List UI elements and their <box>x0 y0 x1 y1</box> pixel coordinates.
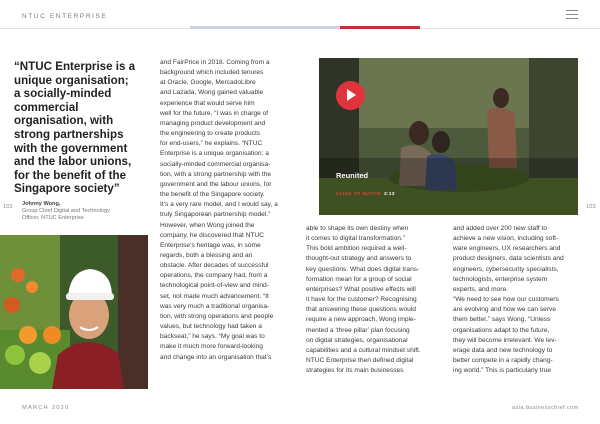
text-line: Enterprise is a unique organisation; a <box>160 150 269 158</box>
article-column-2 <box>306 224 421 376</box>
text-line: backseat,” he says. “My goal was to <box>160 333 265 341</box>
text-line: engineers, cybersecurity specialists, <box>453 265 559 273</box>
text-line: and FairPrice in 2018. Coming from a <box>160 59 270 66</box>
watch-link[interactable] <box>336 191 395 196</box>
text-line: at Oracle, Google, MercadoLibre <box>160 79 256 87</box>
text-line: ware engineers, UX researchers and <box>453 245 561 253</box>
pull-quote-line: for the benefit of the <box>14 168 127 182</box>
text-line: capabilities and a cultural mindset shift. <box>306 346 421 354</box>
text-line: well for the future. “I was in charge of <box>160 109 269 117</box>
pull-quote <box>14 60 146 196</box>
text-line: socially-minded commercial organisa- <box>160 160 271 168</box>
text-line: and Lazada, Wong gained valuable <box>160 89 264 97</box>
pull-quote-line: Singapore society” <box>14 182 120 196</box>
pull-quote-line: with the government <box>14 141 128 155</box>
text-line: the benefit of the Singapore society. <box>160 191 265 199</box>
text-line: for end-users,” he explains. “NTUC <box>160 140 263 148</box>
text-line: mented a ‘three pillar’ plan focusing <box>306 326 410 334</box>
text-line: ing world.” This is particularly true <box>453 367 552 375</box>
text-line: tion, with a strong partnership with the <box>160 170 272 178</box>
text-line: require a new approach, Wong imple- <box>306 316 416 324</box>
text-line: it comes to digital transformation.” <box>306 235 405 243</box>
page-number-left: 102 <box>3 204 13 210</box>
pull-quote-line: commercial <box>14 100 79 114</box>
text-line: thought-out strategy and answers to <box>306 255 412 263</box>
text-line: strategies for its main businesses <box>306 367 404 375</box>
text-line: Enterprise’s heritage was, in some <box>160 241 261 249</box>
text-line: technologists, enterprise system <box>453 275 548 283</box>
text-line: experience that would serve him <box>160 99 255 107</box>
article-column-1 <box>160 58 278 363</box>
text-line: that answering these questions would <box>306 306 416 314</box>
text-line: This bold ambition required a well- <box>306 245 407 253</box>
text-line: It’s a very rare model, and I would say, a <box>160 201 278 209</box>
text-line: values, but technology had taken a <box>160 323 262 331</box>
article-column-3 <box>453 224 564 376</box>
text-line: they will become irrelevant. We lev- <box>453 336 557 344</box>
text-line: product designers, data scientists and <box>453 255 564 263</box>
text-line: organisations adapt to the future, <box>453 326 550 334</box>
text-line: achieve a new vision, including soft- <box>453 235 559 243</box>
text-line: company, he discovered that NTUC <box>160 231 264 239</box>
text-line: and change into an organisation that’s <box>160 353 272 361</box>
pull-quote-line: unique organisation; <box>14 73 129 87</box>
text-line: obstacle. After decades of successful <box>160 262 269 270</box>
header-accent-bar <box>190 26 420 29</box>
pull-quote-line: “NTUC Enterprise is a <box>14 60 136 73</box>
text-line: “We need to see how our customers <box>453 296 559 304</box>
text-line: better compete in a rapidly chang- <box>453 357 553 365</box>
text-line: was very much a traditional organisa- <box>160 302 270 310</box>
quote-author-title: Group Chief Digital and Technology <box>22 208 110 214</box>
quote-author-name: Johnny Wong, <box>22 201 61 207</box>
text-line: However, when Wong joined the <box>160 221 255 229</box>
text-line: experts, and more. <box>453 285 508 293</box>
pull-quote-line: strong partnerships <box>14 127 124 141</box>
text-line: NTUC Enterprise then defined digital <box>306 357 414 365</box>
text-line: them better,” says Wong. “Unless <box>453 316 551 324</box>
text-line: government and the labour unions, for <box>160 180 272 188</box>
quote-attribution <box>22 201 137 222</box>
text-line: it have for the customer? Recognising <box>306 296 417 304</box>
pull-quote-line: a socially-minded <box>14 87 112 101</box>
chef-photo <box>0 235 148 389</box>
site-url[interactable]: asia.businesschief.com <box>512 405 579 411</box>
watch-link-label[interactable]: CLICK TO WATCH <box>336 191 381 196</box>
text-line: managing product development and <box>160 119 266 127</box>
header-brand: NTUC ENTERPRISE <box>22 13 108 20</box>
text-line: on digital strategies, organisational <box>306 336 408 344</box>
text-line: technological point-of-view and mind- <box>160 282 269 290</box>
pull-quote-line: and the labor unions, <box>14 155 132 169</box>
video-title: Reunited <box>336 171 369 180</box>
text-line: and added over 200 new staff to <box>453 225 548 232</box>
text-line: able to shape its own destiny when <box>306 225 409 232</box>
text-line: erage data and new technology to <box>453 346 553 354</box>
text-line: formation mean for a group of social <box>306 275 412 283</box>
page-number-right: 103 <box>586 204 596 210</box>
pull-quote-line: organisation, with <box>14 114 114 128</box>
text-line: operations, the company had, from a <box>160 272 268 280</box>
text-line: regards, both a blessing and an <box>160 251 253 259</box>
text-line: truly Singaporean partnership model.” <box>160 211 271 219</box>
text-line: set, not made much advancement. “It <box>160 292 269 300</box>
text-line: background which included tenures <box>160 69 264 77</box>
issue-date: MARCH 2020 <box>22 405 70 411</box>
quote-author-title: Officer, NTUC Enterprise <box>22 215 84 221</box>
text-line: enterprises? What positive effects will <box>306 285 416 293</box>
text-line: key questions. What does digital trans- <box>306 265 420 273</box>
text-line: make it much more forward-looking <box>160 343 263 351</box>
play-button[interactable] <box>336 81 365 110</box>
text-line: are evolving and how we can serve <box>453 306 556 314</box>
menu-icon[interactable] <box>566 10 578 20</box>
text-line: the engineering to create products <box>160 130 261 138</box>
video-duration: 3:13 <box>383 191 395 196</box>
text-line: tion, with strong operations and people <box>160 312 274 320</box>
